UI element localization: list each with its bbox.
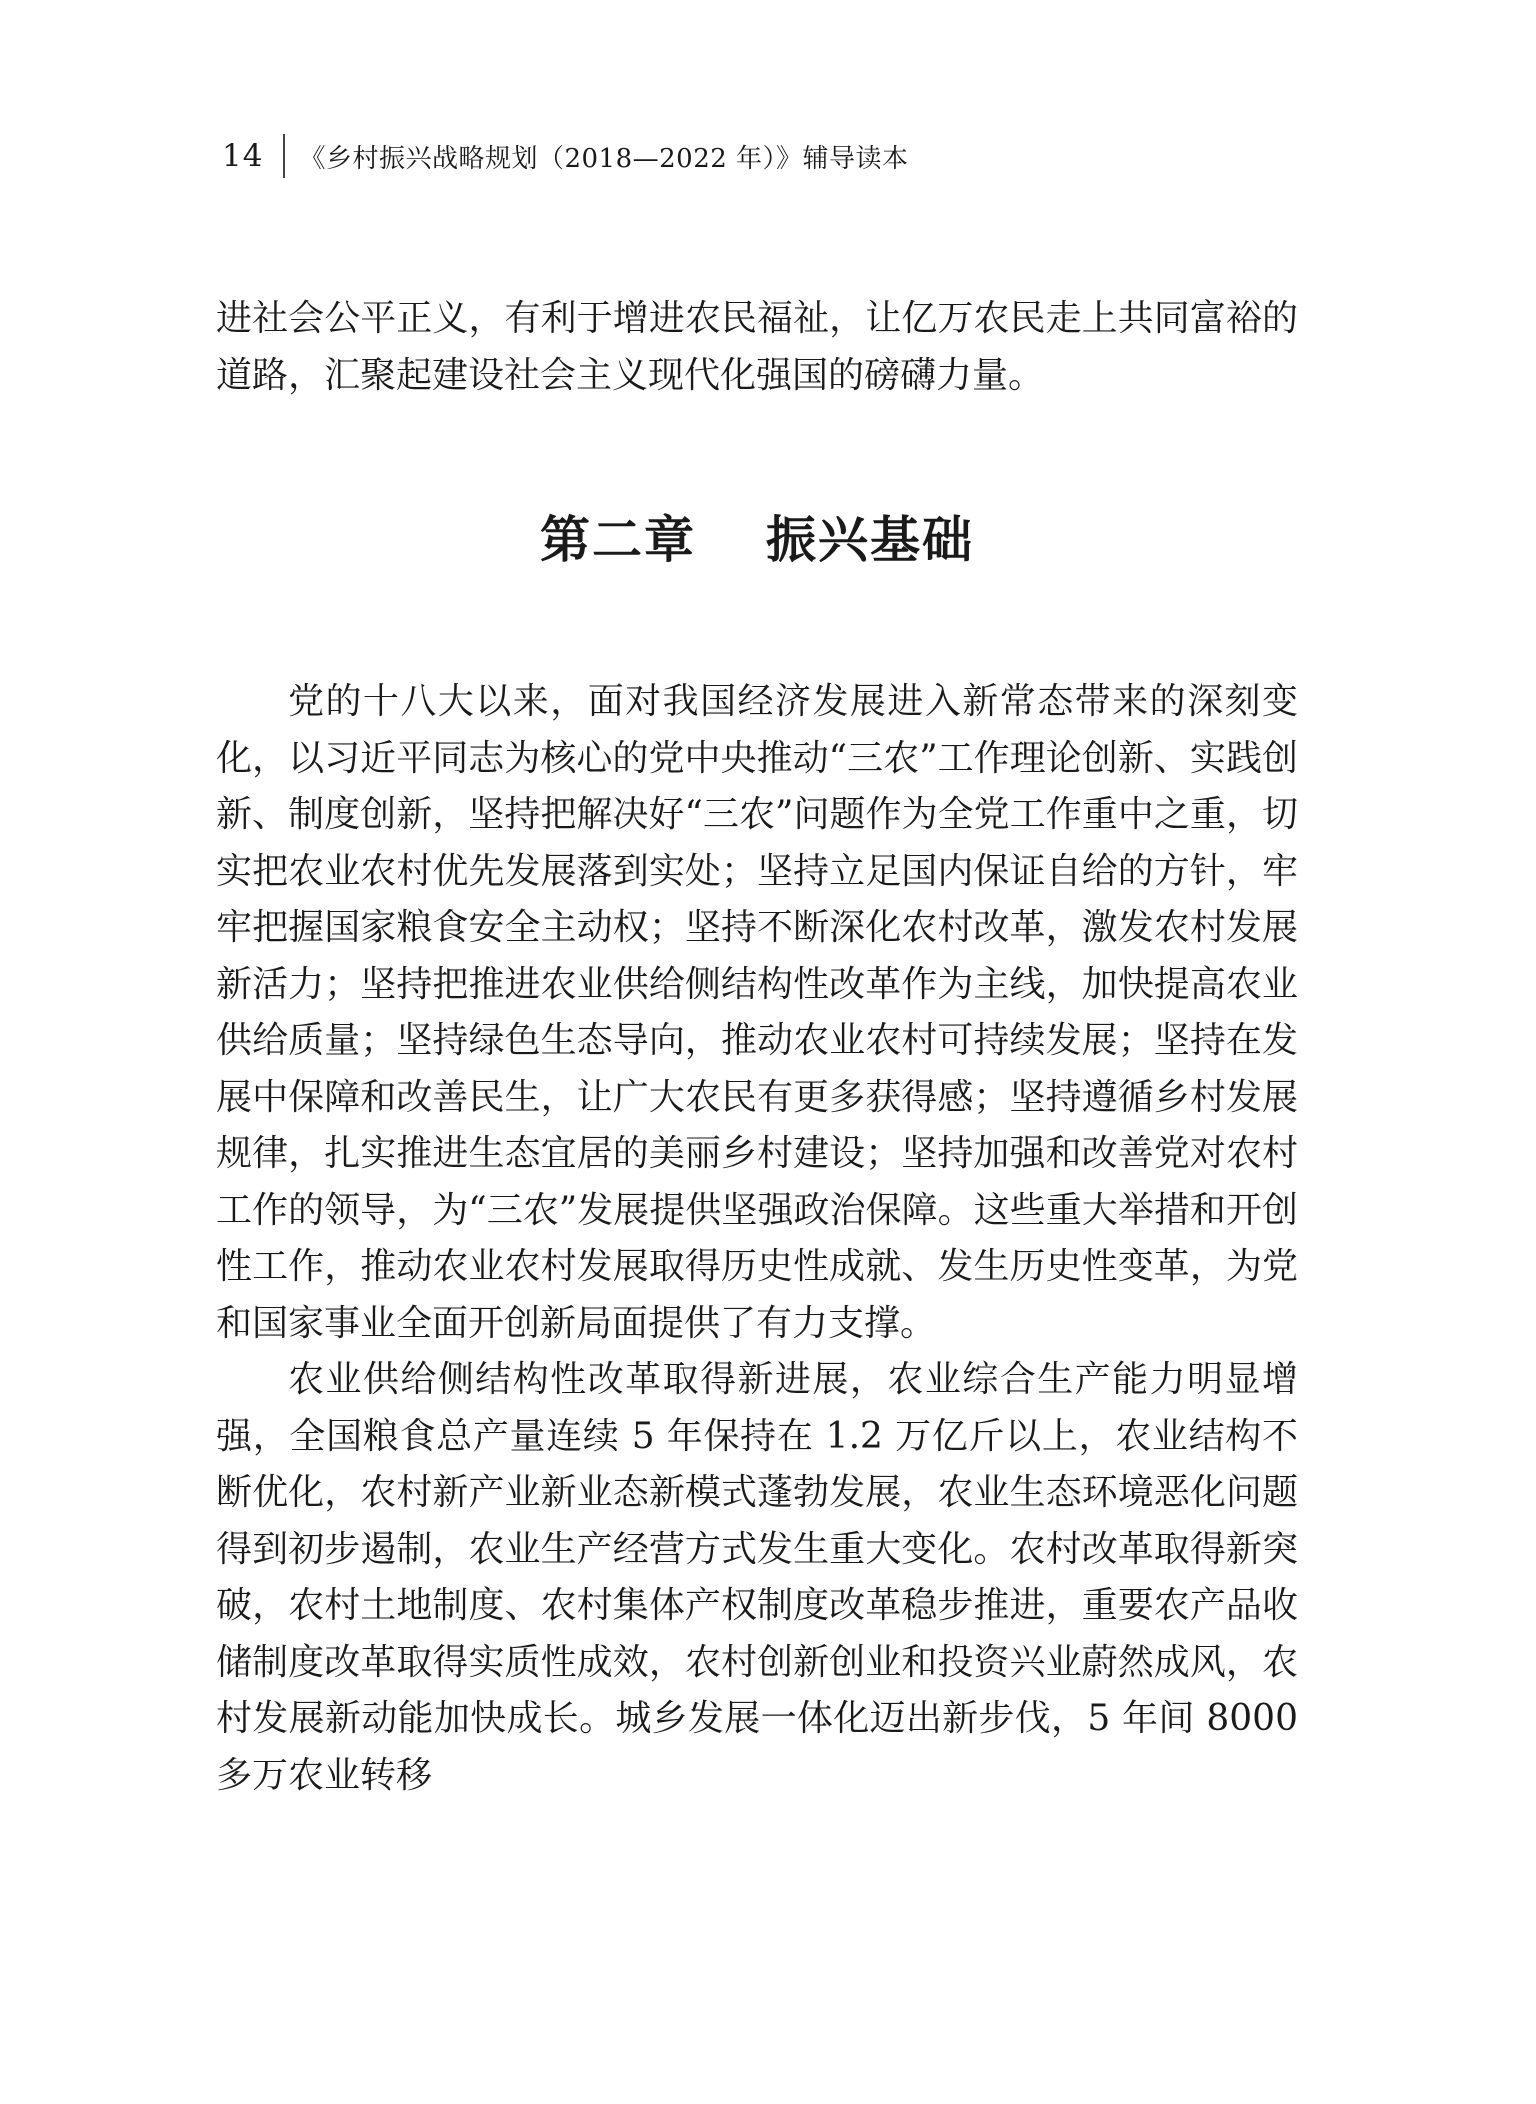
page-body — [216, 291, 1298, 1804]
chapter-title: 振兴基础 — [766, 511, 974, 569]
continuation-paragraph: 进社会公平正义，有利于增进农民福祉，让亿万农民走上共同富裕的道路，汇聚起建设社会主义现代化强国的磅礴力量。 — [216, 298, 1298, 396]
body-paragraph: 党的十八大以来，面对我国经济发展进入新常态带来的深刻变化，以习近平同志为核心的党中央推动“三农”工作理论创新、实践创新、制度创新，坚持把解决好“三农”问题作为全党工作重中之重，切实把农业农村优先发展落到实处；坚持立足国内保证自给的方针，牢牢把握国家粮食安全主动权；坚持不断深化农村改革，激发农村发展新活力；坚持把推进农业供给侧结构性改革作为主线，加快提高农业供给质量；坚持绿色生态导向，推动农业农村可持续发展；坚持在发展中保障和改善民生，让广大农民有更多获得感；坚持遵循乡村发展规律，扎实推进生态宜居的美丽乡村建设；坚持加强和改善党对农村工作的领导，为“三农”发展提供坚强政治保障。这些重大举措和开创性工作，推动农业农村发展取得历史性成就、发生历史性变革，为党和国家事业全面开创新局面提供了有力支撑。 — [216, 681, 1298, 1344]
book-title: 《乡村振兴战略规划（2018—2022 年）》辅导读本 — [299, 143, 909, 174]
page-number: 14 — [222, 138, 264, 174]
chapter-heading — [216, 510, 1298, 570]
body-paragraph: 农业供给侧结构性改革取得新进展，农业综合生产能力明显增强，全国粮食总产量连续 5 年保持在 1.2 万亿斤以上，农业结构不断优化，农村新产业新业态新模式蓬勃发展，农业生态环境恶化问题得到初步遏制，农业生产经营方式发生重大变化。农村改革取得新突破，农村土地制度、农村集体产权制度改革稳步推进，重要农产品收储制度改革取得实质性成效，农村创新创业和投资兴业蔚然成风，农村发展新动能加快成长。城乡发展一体化迈出新步伐，5 年间 8000 多万农业转移 — [216, 1359, 1298, 1796]
running-header — [222, 134, 909, 178]
chapter-number: 第二章 — [540, 511, 696, 569]
header-divider — [283, 134, 285, 178]
